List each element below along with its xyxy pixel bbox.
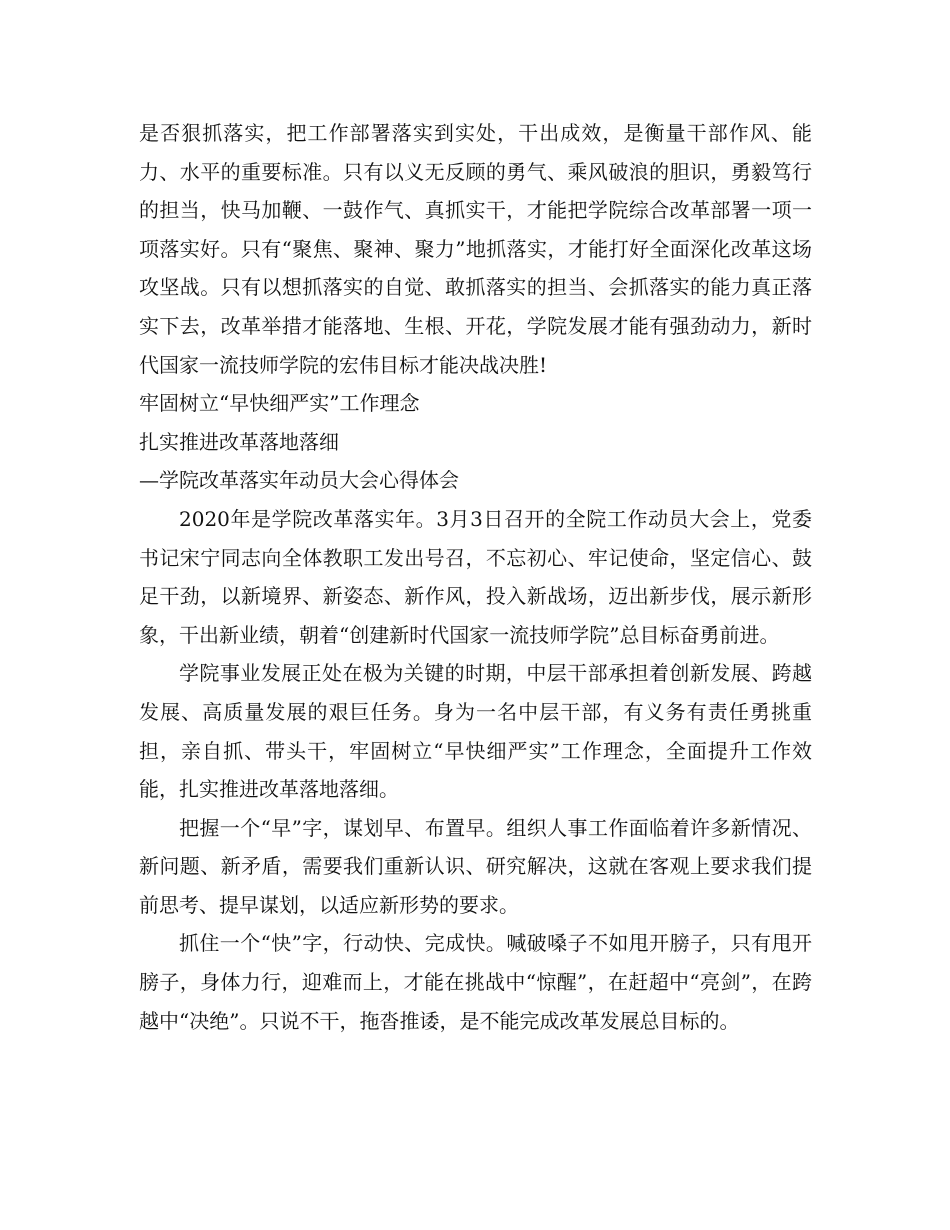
title-line-2: 扎实推进改革落地落细: [139, 429, 339, 454]
document-page: [139, 114, 812, 1040]
body-paragraph: 把握一个“早”字，谋划早、布置早。组织人事工作面临着许多新情况、新问题、新矛盾，需要我们重新认识、研究解决，这就在客观上要求我们提前思考、提早谋划，以适应新形势的要求。: [139, 815, 812, 917]
subtitle: —学院改革落实年动员大会心得体会: [139, 468, 459, 493]
body-paragraph: 2020年是学院改革落实年。3月3日召开的全院工作动员大会上，党委书记宋宁同志向全体教职工发出号召，不忘初心、牢记使命，坚定信心、鼓足干劲，以新境界、新姿态、新作风，投入新战场，迈出新步伐，展示新形象，干出新业绩，朝着“创建新时代国家一流技师学院”总目标奋勇前进。: [139, 506, 812, 647]
intro-paragraph: 是否狠抓落实，把工作部署落实到实处，干出成效，是衡量干部作风、能力、水平的重要标准。只有以义无反顾的勇气、乘风破浪的胆识，勇毅笃行的担当，快马加鞭、一鼓作气、真抓实干，才能把学院综合改革部署一项一项落实好。只有“聚焦、聚神、聚力”地抓落实，才能打好全面深化改革这场攻坚战。只有以想抓落实的自觉、敢抓落实的担当、会抓落实的能力真正落实下去，改革举措才能落地、生根、开花，学院发展才能有强劲动力，新时代国家一流技师学院的宏伟目标才能决战决胜!: [139, 121, 812, 377]
title-line-1: 牢固树立“早快细严实”工作理念: [139, 391, 420, 416]
body-paragraph: 学院事业发展正处在极为关键的时期，中层干部承担着创新发展、跨越发展、高质量发展的艰巨任务。身为一名中层干部，有义务有责任勇挑重担，亲自抓、带头干，牢固树立“早快细严实”工作理念，全面提升工作效能，扎实推进改革落地落细。: [139, 661, 812, 802]
body-paragraph: 抓住一个“快”字，行动快、完成快。喊破嗓子不如甩开膀子，只有甩开膀子，身体力行，迎难而上，才能在挑战中“惊醒”，在赶超中“亮剑”，在跨越中“决绝”。只说不干，拖沓推诿，是不能完成改革发展总目标的。: [139, 931, 812, 1033]
